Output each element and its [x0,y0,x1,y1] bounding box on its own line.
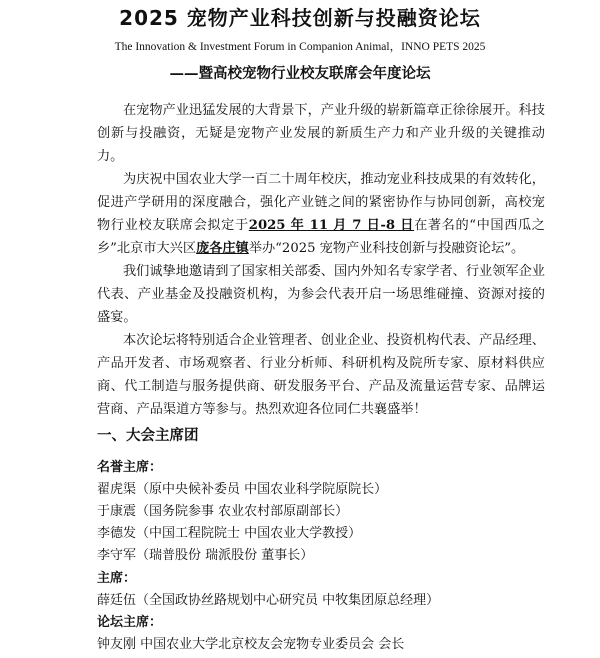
intro-paragraph-2-text-a: 为庆祝中国农业大学一百二十周年校庆，推动宠业科技成果的有效转化，促进产学研用的深度融合，强化产业链之间的紧密协作与协同创新，高校宠物行业校友联席会拟定于 [97,172,545,233]
honorary-chair-item: 翟虎渠（原中央候补委员 中国农业科学院原院长） [97,482,388,497]
honorary-chairs-title: 名誉主席： [97,460,163,475]
chair-item: 薛廷伍（全国政协丝路规划中心研究员 中牧集团原总经理） [97,593,440,608]
english-subtitle: The Innovation & Investment Forum in Companion Animal，INNO PETS 2025 [114,41,486,53]
chinese-subtitle: ——暨高校宠物行业校友联席会年度论坛 [169,65,431,82]
honorary-chair-item: 李守军（瑞普股份 瑞派股份 董事长） [97,548,314,563]
section-heading-presidium: 一、大会主席团 [97,428,199,444]
event-date: 2025 年 11 月 7 日-8 日 [248,218,415,233]
honorary-chair-item: 于康震（国务院参事 农业农村部原副部长） [97,504,349,519]
intro-paragraph-3: 我们诚挚地邀请到了国家相关部委、国内外知名专家学者、行业领军企业代表、产业基金及投融资机构，为参会代表开启一场思维碰撞、资源对接的盛宴。 [97,264,545,325]
intro-paragraph-2 [97,168,545,260]
intro-paragraph-2-text-b: 在著名的“中国西瓜之乡”北京市大兴区 [97,218,545,256]
honorary-chairs-block [97,457,567,567]
chair-title: 主席： [97,571,137,586]
forum-chair-block [97,612,567,656]
intro-paragraph-4: 本次论坛将特别适合企业管理者、创业企业、投资机构代表、产品经理、产品开发者、市场观察者、行业分析师、科研机构及院所专家、原材料供应商、代工制造与服务提供商、研发服务平台、产品及流量运营专家、品牌运营商、产品渠道方等参与。热烈欢迎各位同仁共襄盛举！ [97,333,545,417]
intro-paragraph-1: 在宠物产业迅猛发展的大背景下，产业升级的崭新篇章正徐徐展开。科技创新与投融资，无疑是宠物产业发展的新质生产力和产业升级的关键推动力。 [97,103,545,164]
event-place: 庞各庄镇 [196,241,249,256]
chair-block [97,568,567,612]
page-title: 2025 宠物产业科技创新与投融资论坛 [119,6,481,30]
forum-chair-item: 钟友刚 中国农业大学北京校友会宠物专业委员会 会长 [97,637,405,652]
intro-paragraphs [97,99,545,421]
honorary-chair-item: 李德发（中国工程院院士 中国农业大学教授） [97,526,362,541]
intro-paragraph-2-text-c: 举办“2025 宠物产业科技创新与投融资论坛”。 [248,241,525,256]
forum-chair-title: 论坛主席： [97,615,163,630]
